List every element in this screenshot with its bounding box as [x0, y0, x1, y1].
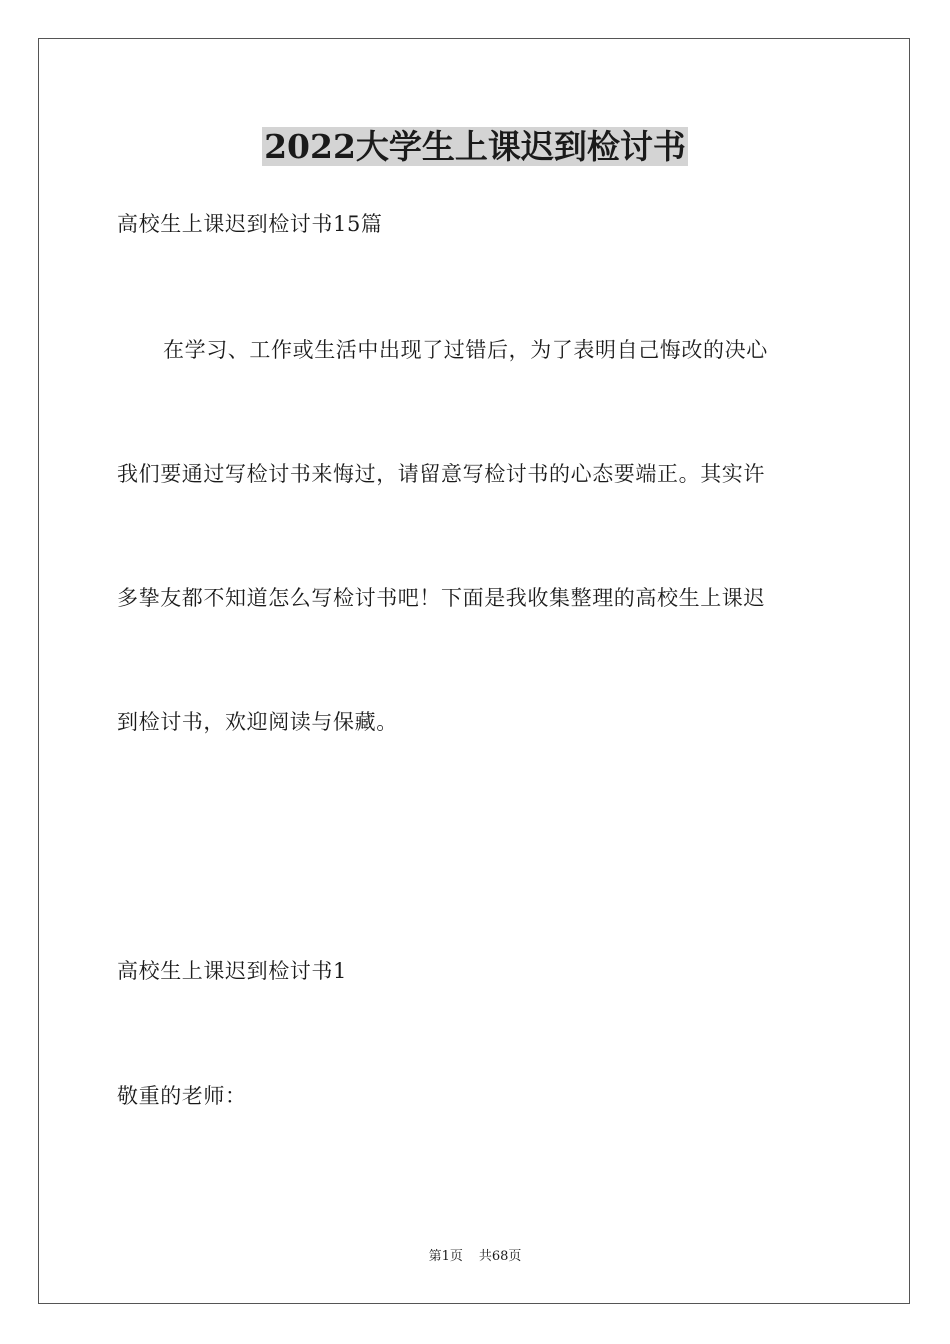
document-title-text: 2022大学生上课迟到检讨书: [264, 127, 686, 166]
page-number: 第1页: [428, 1249, 463, 1264]
document-title: [0, 124, 950, 170]
intro-line-4: 到检讨书，欢迎阅读与保藏。: [117, 710, 398, 734]
intro-line-3: 多挚友都不知道怎么写检讨书吧！下面是我收集整理的高校生上课迟: [117, 586, 765, 610]
intro-line-1: 在学习、工作或生活中出现了过错后，为了表明自己悔改的决心: [163, 338, 768, 362]
section-heading: 高校生上课迟到检讨书1: [117, 959, 347, 983]
page-footer: [0, 1248, 950, 1266]
salutation: 敬重的老师：: [117, 1084, 247, 1108]
page-total: 共68页: [478, 1249, 522, 1264]
intro-line-2: 我们要通过写检讨书来悔过，请留意写检讨书的心态要端正。其实许: [117, 462, 765, 486]
document-subtitle: 高校生上课迟到检讨书15篇: [117, 212, 383, 236]
